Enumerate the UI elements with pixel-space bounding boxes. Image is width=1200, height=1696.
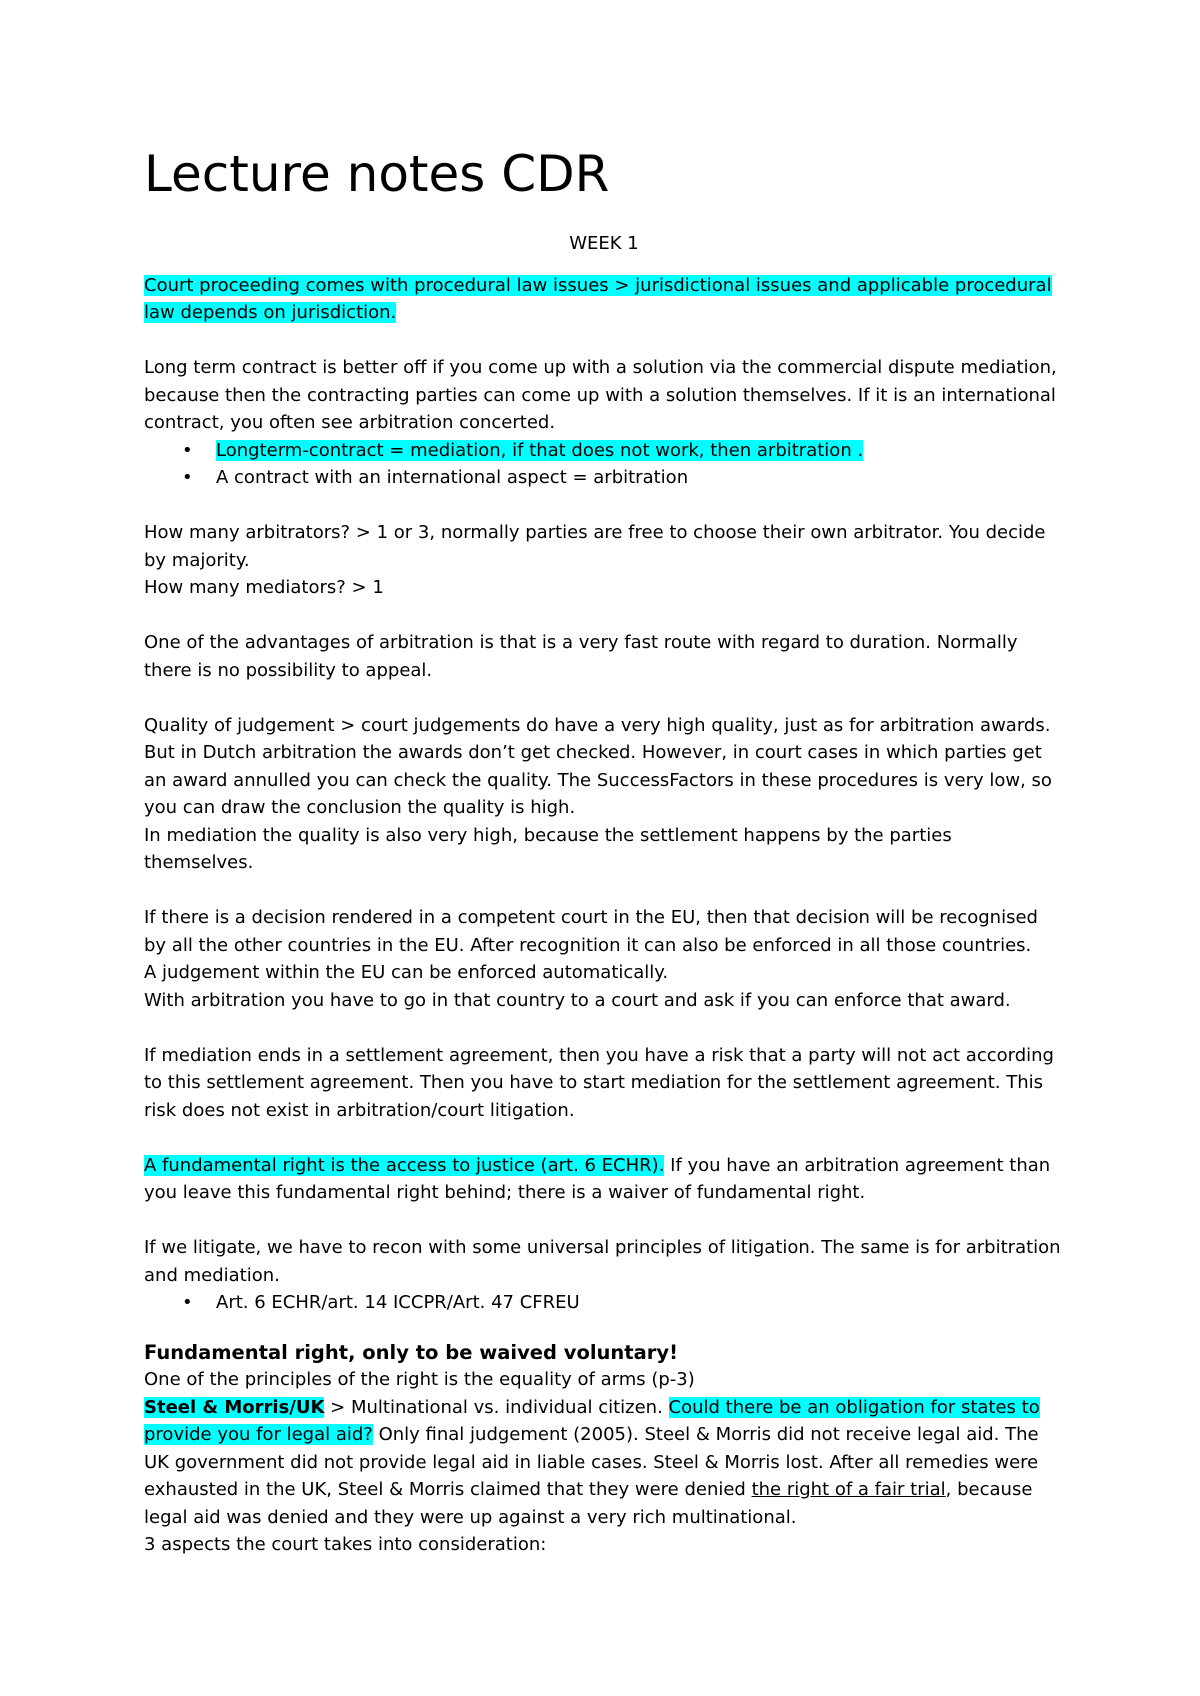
paragraph-text: If you have an arbitration agreement than you leave this fundamental right behind; there is a waiver of fundamental right.: [144, 1154, 1051, 1203]
case-name: Steel & Morris/UK: [144, 1396, 325, 1418]
highlighted-text: Could there be an obligation for states to provide you for legal aid?: [144, 1396, 1040, 1445]
paragraph-universal-principles: If we litigate, we have to recon with some universal principles of litigation. The same is for arbitration and mediation.: [144, 1237, 1061, 1286]
paragraph-access-to-justice: [144, 1152, 1064, 1207]
list-item: [144, 464, 1064, 492]
section-heading: Fundamental right, only to be waived voluntary!: [144, 1340, 679, 1364]
paragraph-eu-recognition: If there is a decision rendered in a competent court in the EU, then that decision will be recognised by all the other countries in the EU. After recognition it can also be enforced in all those countries.: [144, 907, 1038, 956]
highlighted-text: Longterm-contract = mediation, if that does not work, then arbitration .: [216, 439, 864, 461]
paragraph-advantages: One of the advantages of arbitration is that is a very fast route with regard to duration. Normally there is no possibility to appeal.: [144, 632, 1018, 681]
week-heading: WEEK 1: [569, 233, 639, 254]
list-item: [144, 437, 1064, 465]
bullet-list: [144, 437, 1064, 492]
paragraph-text: Only final judgement (2005). Steel & Morris did not receive legal aid. The UK government did not provide legal aid in liable cases. Steel & Morris lost. After all remedies were exhausted in the UK, Steel & Morris claimed that they were denied: [144, 1424, 1039, 1500]
list-item-text: Art. 6 ECHR/art. 14 ICCPR/Art. 47 CFREU: [216, 1292, 580, 1313]
paragraph-text: > Multinational vs. individual citizen.: [324, 1396, 669, 1418]
paragraph-text: , because legal aid was denied and they were up against a very rich multinational.: [144, 1479, 1033, 1528]
paragraph-mediation-quality: In mediation the quality is also very high, because the settlement happens by the parties themselves.: [144, 824, 952, 873]
paragraph-mediators: How many mediators? > 1: [144, 577, 384, 598]
underlined-text: the right of a fair trial: [751, 1479, 946, 1500]
highlighted-text: Court proceeding comes with procedural law issues > jurisdictional issues and applicable procedural law depends on jurisdiction.: [144, 274, 1052, 323]
paragraph-procedural-law: [144, 272, 1064, 327]
paragraph-long-term-contract: Long term contract is better off if you come up with a solution via the commercial dispute mediation, because then the contracting parties can come up with a solution themselves. If it is an international contract, you often see arbitration concerted.: [144, 357, 1057, 433]
list-item-text: A contract with an international aspect = arbitration: [216, 467, 689, 488]
document-body: [144, 140, 1064, 1559]
paragraph-quality: Quality of judgement > court judgements do have a very high quality, just as for arbitration awards. But in Dutch arbitration the awards don’t get checked. However, in court cases in which parties get an award annulled you can check the quality. The SuccessFactors in these procedures is very low, so you can draw the conclusion the quality is high.: [144, 714, 1052, 818]
bullet-list: [144, 1289, 1064, 1317]
bullet-icon: •: [182, 1292, 193, 1313]
paragraph-arbitrators: How many arbitrators? > 1 or 3, normally parties are free to choose their own arbitrator. You decide by majority.: [144, 522, 1046, 571]
paragraph-equality-of-arms: One of the principles of the right is the equality of arms (p-3): [144, 1369, 695, 1390]
paragraph-steel-morris: [144, 1394, 1064, 1532]
bullet-icon: •: [182, 467, 193, 488]
bullet-icon: •: [182, 439, 193, 461]
paragraph-three-aspects: 3 aspects the court takes into consideration:: [144, 1534, 547, 1555]
paragraph-arbitration-enforcement: With arbitration you have to go in that country to a court and ask if you can enforce that award.: [144, 989, 1011, 1011]
document-title: Lecture notes CDR: [144, 145, 610, 203]
paragraph-settlement-risk: If mediation ends in a settlement agreement, then you have a risk that a party will not act according to this settlement agreement. Then you have to start mediation for the settlement agreement. This risk does not exist in arbitration/court litigation.: [144, 1044, 1054, 1121]
list-item: [144, 1289, 1064, 1317]
paragraph-eu-enforcement: A judgement within the EU can be enforced automatically.: [144, 962, 669, 983]
highlighted-text: A fundamental right is the access to justice (art. 6 ECHR).: [144, 1154, 665, 1176]
